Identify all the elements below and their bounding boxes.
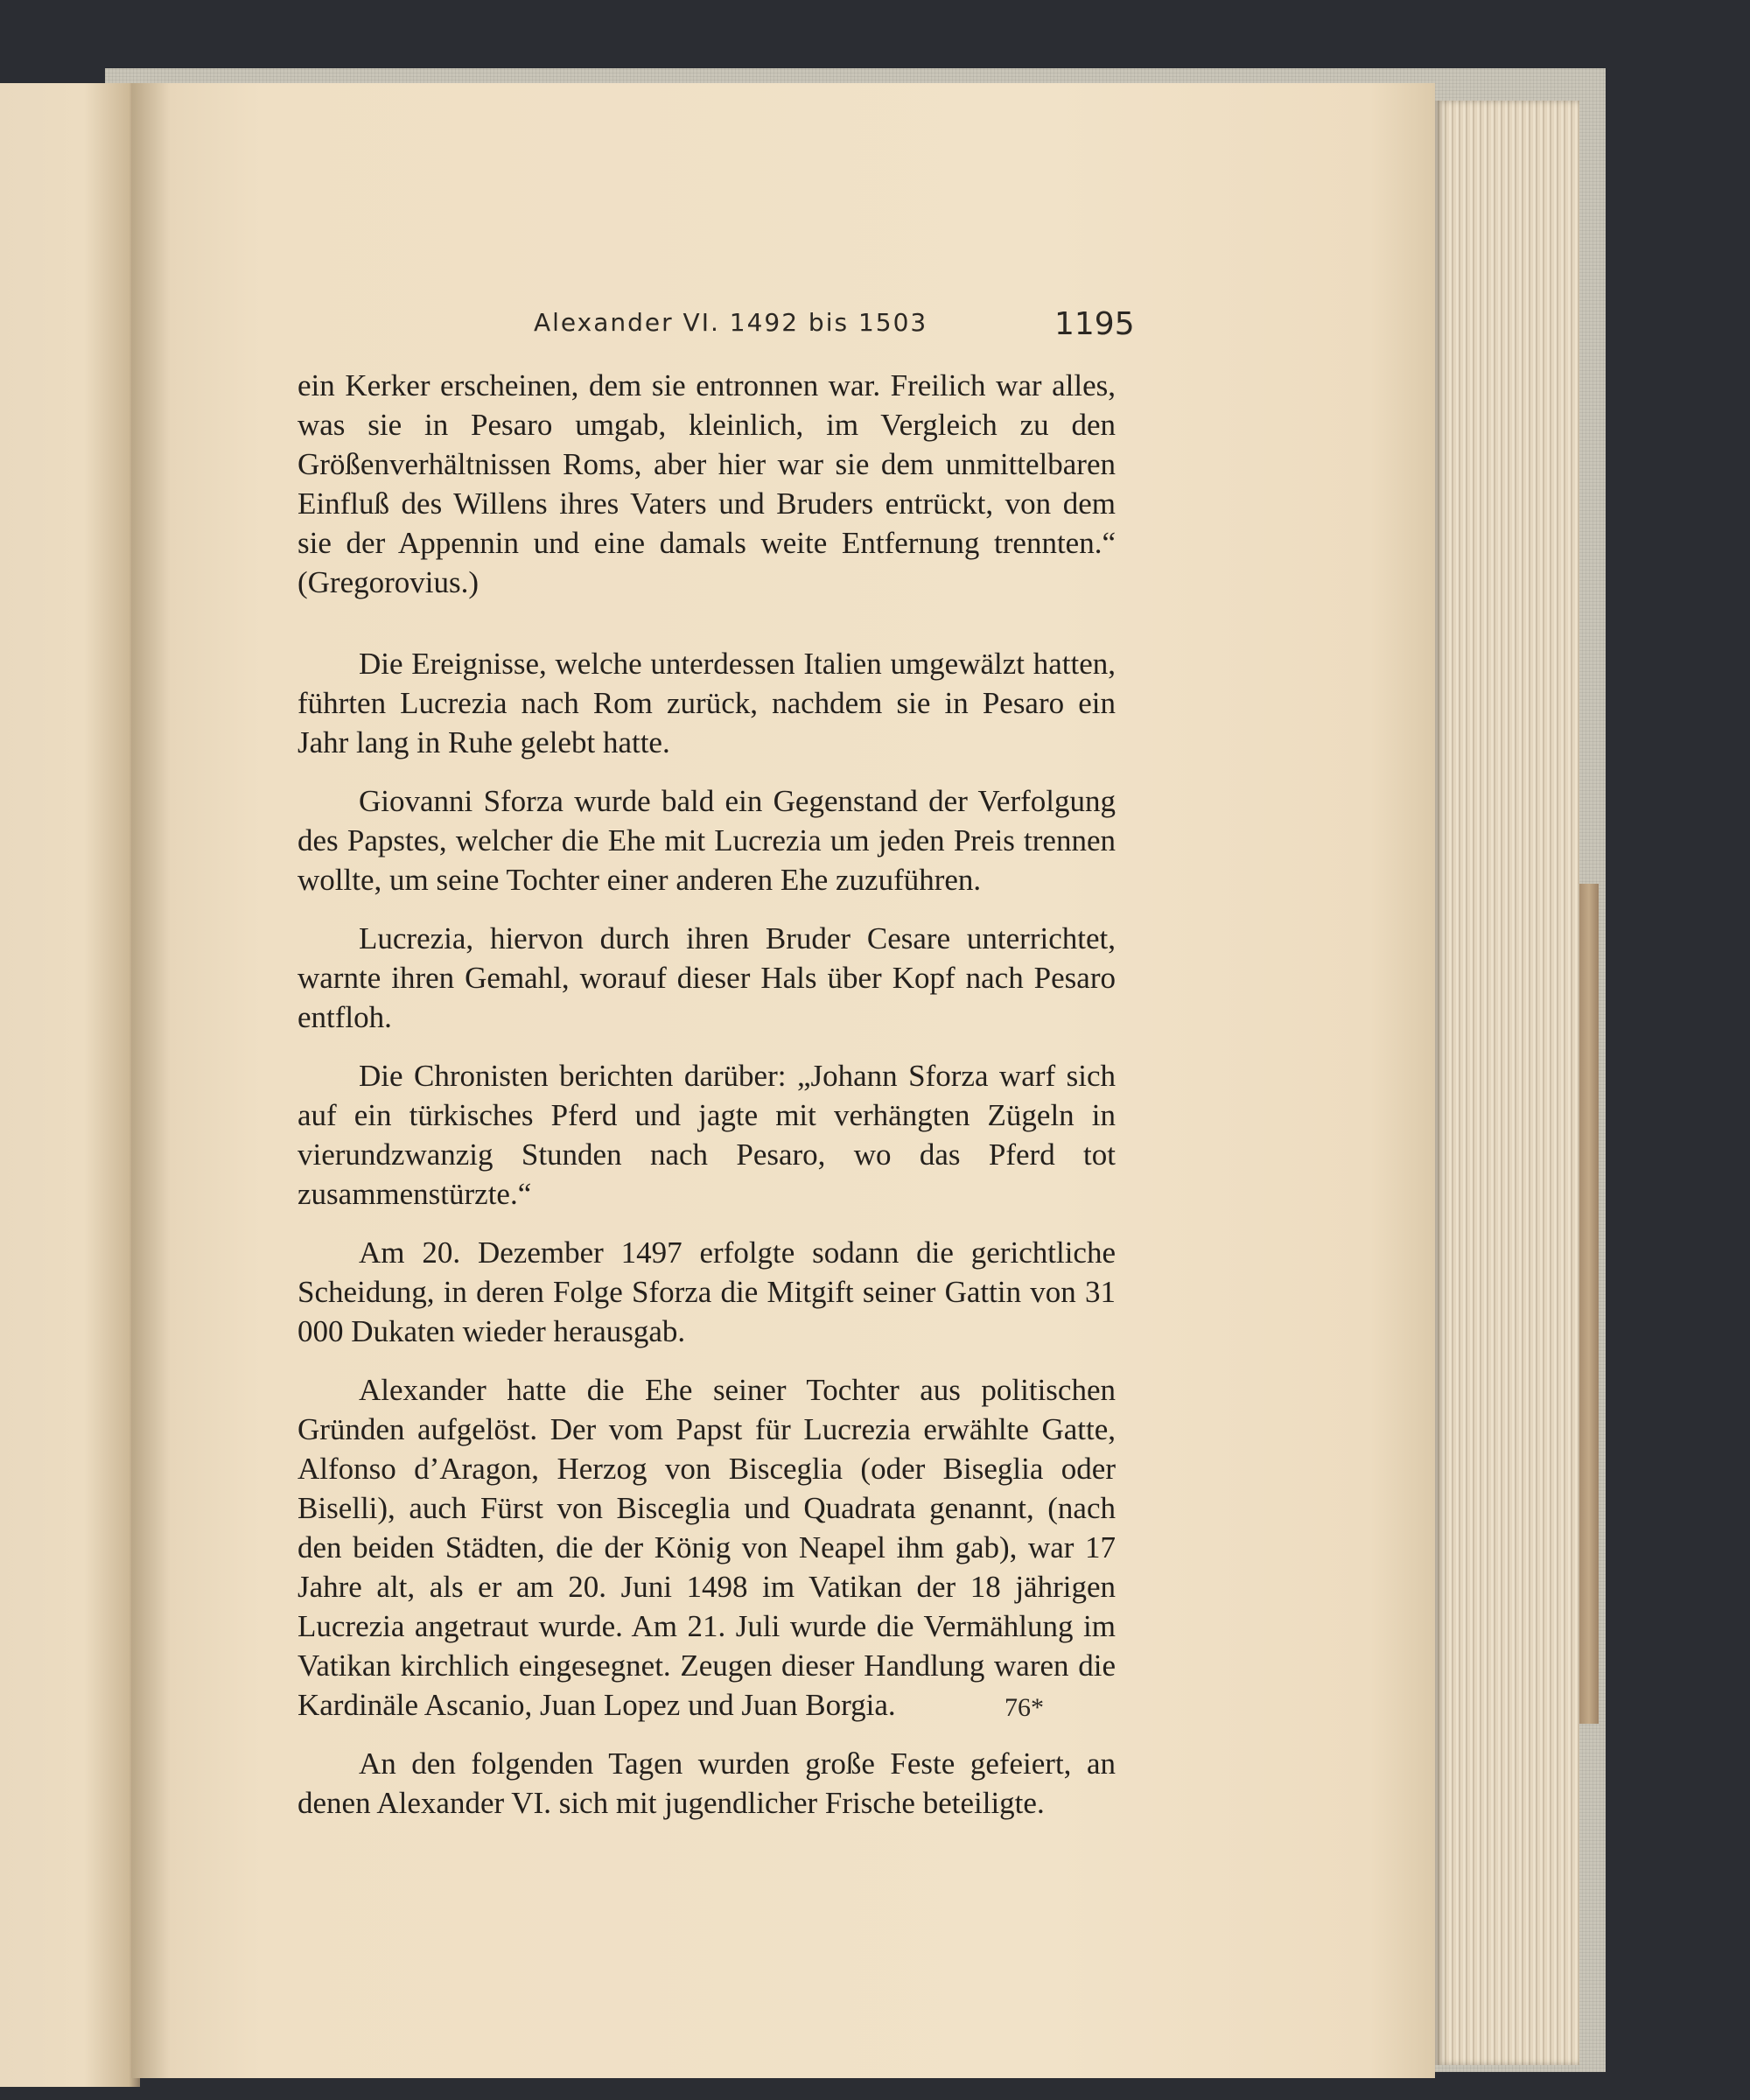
running-head: Alexander VI. 1492 bis 1503: [534, 308, 928, 337]
paragraph: Alexander hatte die Ehe seiner Tochter aus politischen Gründen aufgelöst. Der vom Papst für Lucrezia erwählte Gatte, Alfonso d’Aragon, Herzog von Bisceglia (oder Biseglia oder Biselli), auch Fürst von Bisceglia und Quadrata genannt, (nach den beiden Städten, die der König von Neapel ihm gab), war 17 Jahre alt, als er am 20. Juni 1498 im Vatikan der 18 jährigen Lucrezia angetraut wurde. Am 21. Juli wurde die Vermählung im Vatikan kirchlich eingesegnet. Zeugen dieser Handlung waren die Kardinäle Ascanio, Juan Lopez und Juan Borgia.: [298, 1373, 1116, 1722]
page-block-edges: [1435, 101, 1579, 2065]
paragraph: Giovanni Sforza wurde bald ein Gegenstand der Verfolgung des Papstes, welcher die Ehe mit Lucrezia um jeden Preis trennen wollte, um seine Tochter einer anderen Ehe zuzuführen.: [298, 784, 1116, 897]
paragraph: Die Ereignisse, welche unterdessen Italien umgewälzt hatten, führten Lucrezia nach Rom zurück, nachdem sie in Pesaro ein Jahr lang in Ruhe gelebt hatte.: [298, 647, 1116, 760]
bookmark-ribbon: [1579, 884, 1599, 1724]
page-body: [298, 366, 1116, 1842]
paragraph: Die Chronisten berichten darüber: „Johann Sforza warf sich auf ein türkisches Pferd und jagte mit verhängten Zügeln in vierundzwanzig Stunden nach Pesaro, wo das Pferd tot zusammenstürzte.“: [298, 1059, 1116, 1211]
printer-signature: 76*: [1004, 1693, 1044, 1722]
paragraph: ein Kerker erscheinen, dem sie entronnen war. Freilich war alles, was sie in Pesaro umgab, kleinlich, im Vergleich zu den Größenverhältnissen Roms, aber hier war sie dem unmittelbaren Einfluß des Willens ihres Vaters und Bruders entrückt, von dem sie der Appennin und eine damals weite Entfernung trennten.“ (Gregorovius.): [298, 368, 1116, 599]
paragraph: An den folgenden Tagen wurden große Feste gefeiert, an denen Alexander VI. sich mit jugendlicher Frische beteiligte.: [298, 1746, 1116, 1820]
paragraph: Lucrezia, hiervon durch ihren Bruder Cesare unterrichtet, warnte ihren Gemahl, worauf dieser Hals über Kopf nach Pesaro entfloh.: [298, 921, 1116, 1034]
previous-page-edge: [0, 83, 140, 2087]
page-number: 1195: [1054, 306, 1135, 342]
background-right: [1606, 68, 1750, 2100]
paragraph: Am 20. Dezember 1497 erfolgte sodann die gerichtliche Scheidung, in deren Folge Sforza die Mitgift seiner Gattin von 31 000 Dukaten wieder herausgab.: [298, 1236, 1116, 1348]
